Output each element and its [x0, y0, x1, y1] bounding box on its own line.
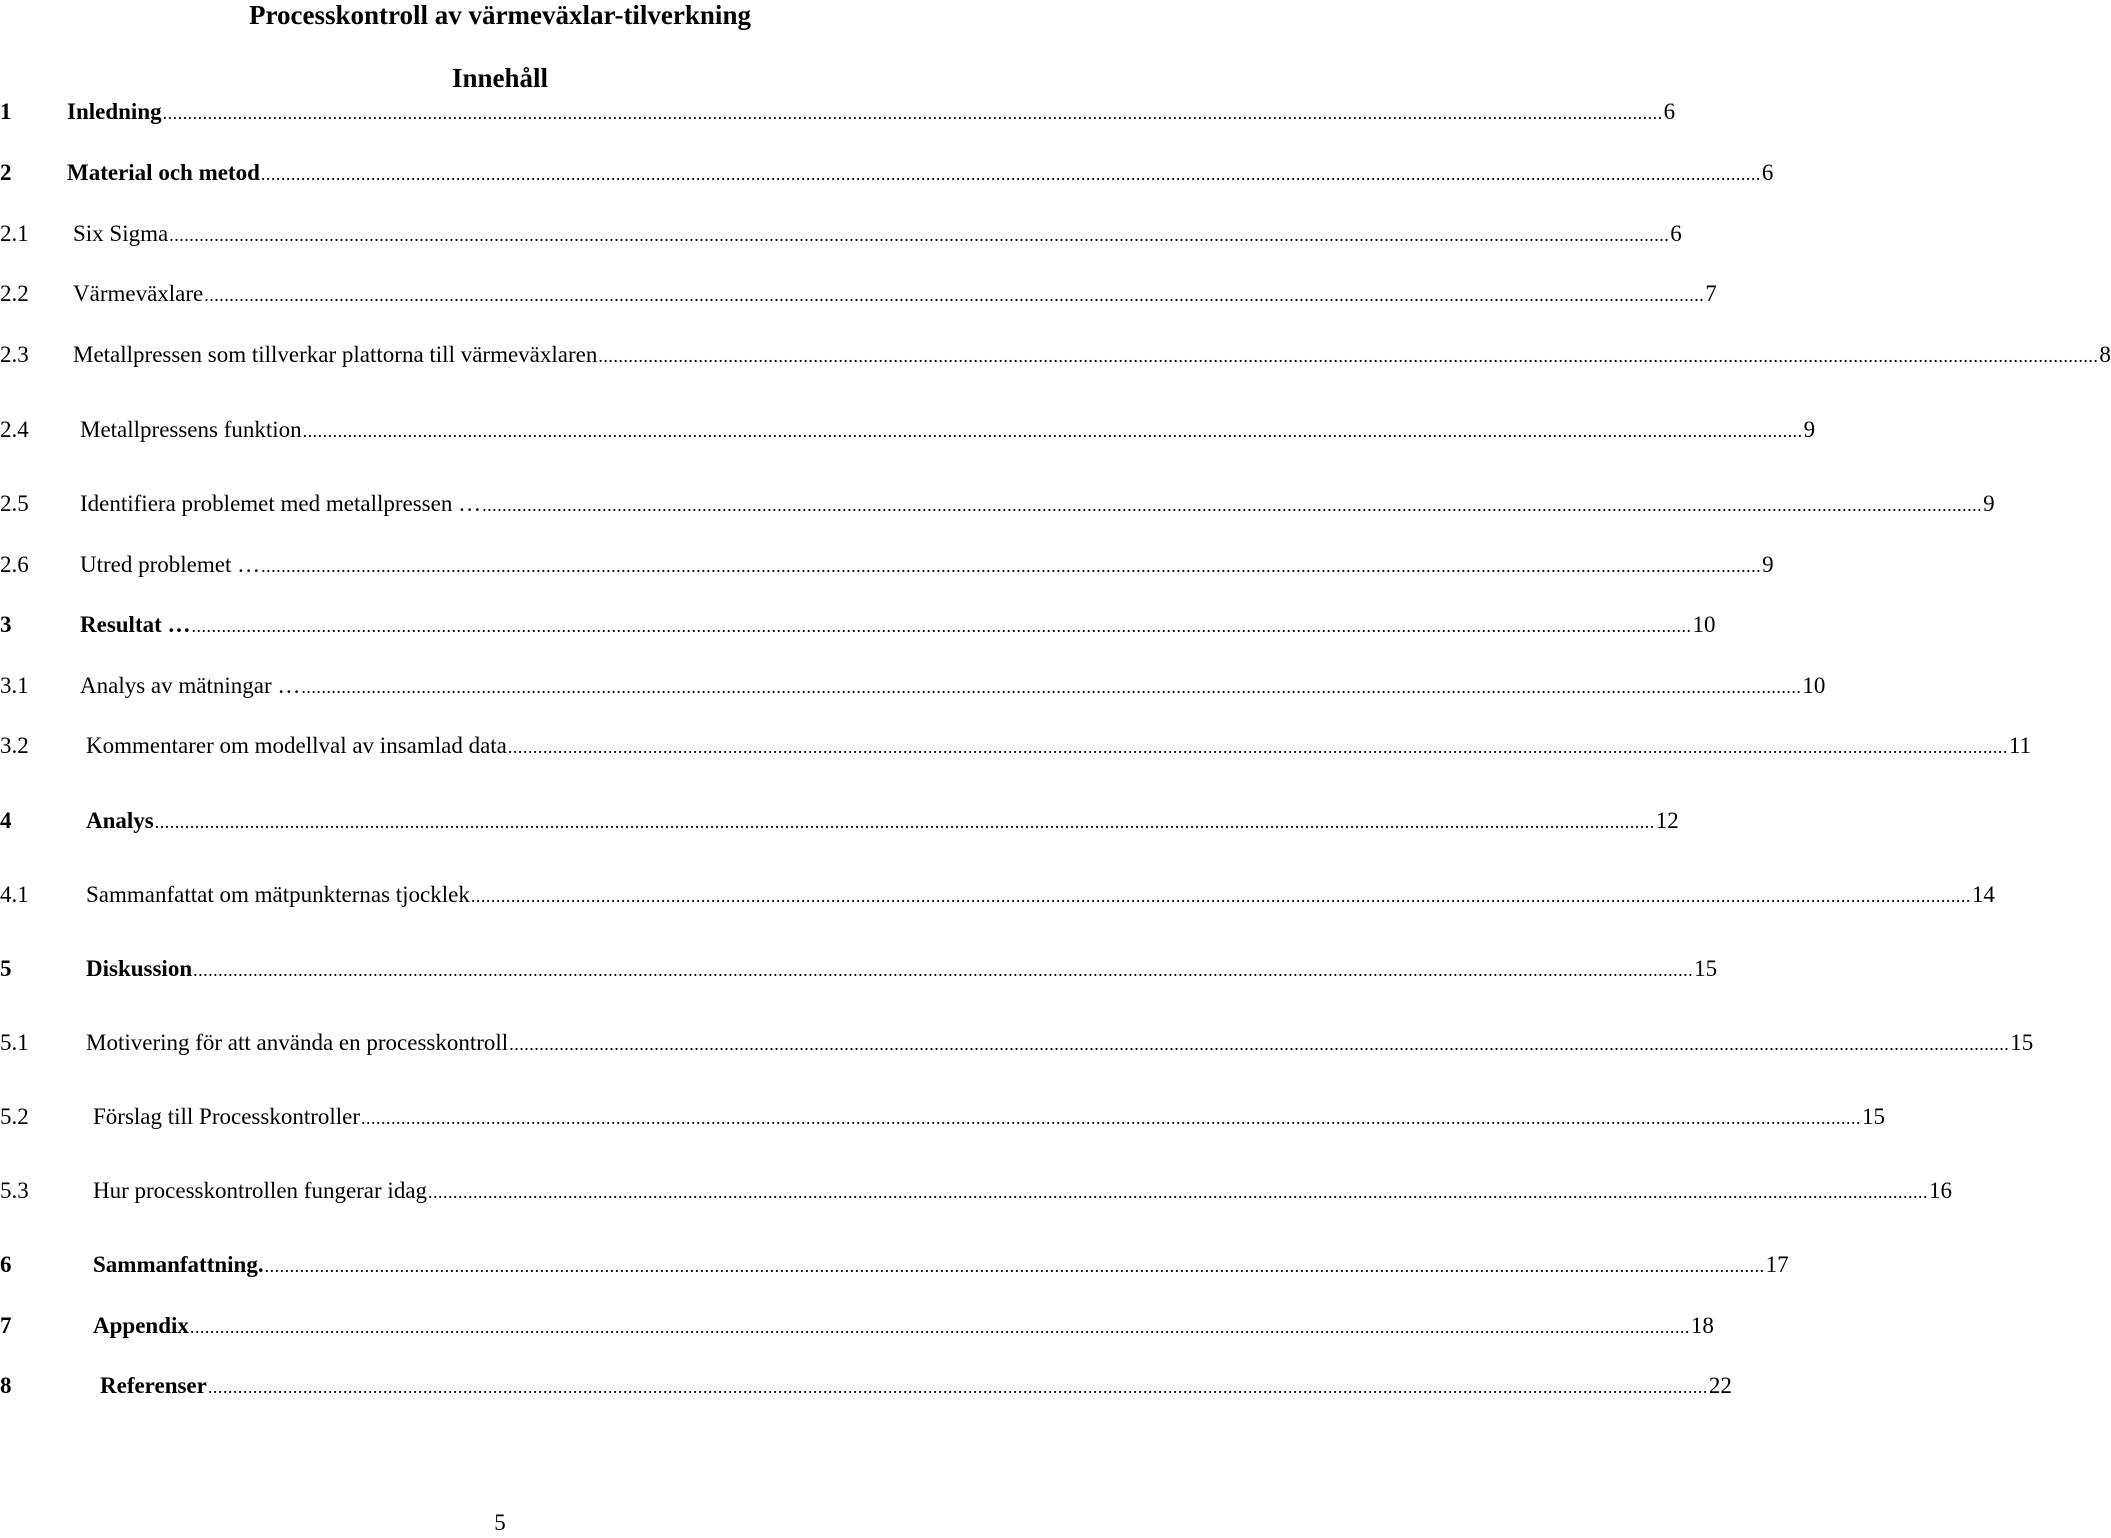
toc-entry-title: Identifiera problemet med metallpressen …: [80, 491, 482, 516]
dot-leader: ............................................................................................................................................................................................................................................................................................................: [509, 1034, 2010, 1054]
toc-entry-title: Sammanfattat om mätpunkternas tjocklek: [86, 882, 470, 907]
dot-leader: ............................................................................................................................................................................................................................................................................................................: [598, 346, 2099, 366]
toc-entry-title: Kommentarer om modellval av insamlad data: [86, 733, 507, 758]
toc-entry-page: 9: [1983, 491, 1995, 516]
toc-entry-title: Förslag till Processkontroller: [93, 1104, 361, 1129]
toc-entry-number: 3.1: [0, 673, 29, 698]
toc-entry[interactable]: [0, 489, 1995, 519]
toc-entry-page: 10: [1802, 673, 1826, 698]
dot-leader: ............................................................................................................................................................................................................................................................................................................: [428, 1182, 1929, 1202]
toc-entry-title: Metallpressens funktion: [80, 417, 302, 442]
toc-entry-page: 9: [1803, 417, 1816, 442]
toc-entry[interactable]: [0, 1250, 1789, 1280]
toc-entry-title: Värmeväxlare: [73, 281, 204, 306]
dot-leader: ............................................................................................................................................................................................................................................................................................................: [154, 812, 1655, 832]
toc-entry-title: Resultat …: [80, 612, 191, 637]
toc-entry-title: Appendix: [93, 1313, 189, 1338]
dot-leader: ............................................................................................................................................................................................................................................................................................................: [189, 1317, 1690, 1337]
page-number: 5: [494, 1510, 506, 1535]
dot-leader: ............................................................................................................................................................................................................................................................................................................: [207, 1377, 1708, 1397]
toc-entry-page: 12: [1655, 808, 1679, 833]
toc-entry-number: 2.1: [0, 221, 29, 246]
toc-entry-number: 2.6: [0, 552, 29, 577]
toc-entry-page: 7: [1705, 281, 1717, 306]
toc-entry-page: 6: [1761, 160, 1774, 185]
toc-entry-page: 15: [2010, 1030, 2034, 1055]
toc-entry-page: 22: [1708, 1373, 1732, 1398]
dot-leader: ............................................................................................................................................................................................................................................................................................................: [264, 1256, 1765, 1276]
dot-leader: ............................................................................................................................................................................................................................................................................................................: [169, 225, 1670, 245]
toc-entry[interactable]: [0, 550, 1774, 580]
toc-entry-title: Inledning: [67, 99, 162, 124]
dot-leader: ............................................................................................................................................................................................................................................................................................................: [261, 556, 1762, 576]
toc-entry-number: 2.2: [0, 281, 29, 306]
toc-entry[interactable]: [0, 806, 1679, 836]
toc-entry-number: 1: [0, 99, 12, 124]
toc-entry-title: Referenser: [100, 1373, 207, 1398]
dot-leader: ............................................................................................................................................................................................................................................................................................................: [470, 886, 1971, 906]
dot-leader: ............................................................................................................................................................................................................................................................................................................: [162, 103, 1663, 123]
toc-entry-number: 3.2: [0, 733, 29, 758]
toc-entry-title: Analys av mätningar …: [80, 673, 301, 698]
toc-entry-number: 2.3: [0, 342, 29, 367]
document-title: Processkontroll av värmeväxlar-tilverkning: [249, 0, 751, 30]
dot-leader: ............................................................................................................................................................................................................................................................................................................: [191, 616, 1692, 636]
toc-entry-number: 5.3: [0, 1178, 29, 1203]
toc-entry-page: 8: [2099, 342, 2111, 367]
dot-leader: ............................................................................................................................................................................................................................................................................................................: [301, 677, 1802, 697]
toc-entry[interactable]: [0, 610, 1716, 640]
toc-entry-number: 7: [0, 1313, 12, 1338]
toc-entry-page: 17: [1765, 1252, 1789, 1277]
toc-entry-page: 16: [1929, 1178, 1953, 1203]
toc-entry-page: 11: [2008, 733, 2032, 758]
toc-entry-page: 15: [1862, 1104, 1886, 1129]
toc-entry[interactable]: [0, 1371, 1732, 1401]
toc-entry[interactable]: [0, 880, 1995, 910]
toc-entry-title: Diskussion: [86, 956, 193, 981]
toc-entry-number: 2: [0, 160, 12, 185]
toc-entry[interactable]: [0, 954, 1718, 984]
dot-leader: ............................................................................................................................................................................................................................................................................................................: [361, 1108, 1862, 1128]
toc-entry-page: 14: [1971, 882, 1995, 907]
toc-entry-page: 15: [1694, 956, 1718, 981]
toc-entry-page: 18: [1690, 1313, 1714, 1338]
toc-entry[interactable]: [0, 1311, 1714, 1341]
toc-entry-number: 6: [0, 1252, 12, 1277]
toc-entry-page: 6: [1663, 99, 1676, 124]
toc-entry-page: 10: [1692, 612, 1716, 637]
toc-entry-number: 4.1: [0, 882, 29, 907]
toc-entry-number: 3: [0, 612, 12, 637]
toc-entry[interactable]: [0, 97, 1676, 127]
dot-leader: ............................................................................................................................................................................................................................................................................................................: [193, 960, 1694, 980]
toc-entry[interactable]: [0, 1028, 2034, 1058]
toc-entry[interactable]: [0, 731, 2032, 761]
toc-entry-page: 9: [1762, 552, 1774, 577]
toc-entry[interactable]: [0, 279, 1717, 309]
dot-leader: ............................................................................................................................................................................................................................................................................................................: [507, 737, 2008, 757]
toc-entry-title: Material och metod: [67, 160, 260, 185]
toc-entry-number: 5: [0, 956, 12, 981]
toc-entry-title: Analys: [86, 808, 154, 833]
toc-entry-number: 5.1: [0, 1030, 29, 1055]
toc-entry-number: 2.4: [0, 417, 29, 442]
toc-entry[interactable]: [0, 158, 1774, 188]
toc-entry[interactable]: [0, 415, 1816, 445]
toc-entry-number: 8: [0, 1373, 12, 1398]
toc-heading: Innehåll: [451, 63, 549, 93]
toc-entry-number: 5.2: [0, 1104, 29, 1129]
toc-entry-title: Metallpressen som tillverkar plattorna till värmeväxlaren: [73, 342, 598, 367]
toc-entry[interactable]: [0, 219, 1682, 249]
toc-entry[interactable]: [0, 340, 2111, 370]
toc-entry-number: 2.5: [0, 491, 29, 516]
toc-entry-number: 4: [0, 808, 12, 833]
toc-entry-title: Sammanfattning.: [93, 1252, 264, 1277]
dot-leader: ............................................................................................................................................................................................................................................................................................................: [302, 421, 1803, 441]
toc-entry[interactable]: [0, 671, 1826, 701]
toc-entry-title: Utred problemet …: [80, 552, 261, 577]
dot-leader: ............................................................................................................................................................................................................................................................................................................: [260, 164, 1761, 184]
toc-entry-page: 6: [1670, 221, 1682, 246]
dot-leader: ............................................................................................................................................................................................................................................................................................................: [204, 285, 1705, 305]
dot-leader: ............................................................................................................................................................................................................................................................................................................: [482, 495, 1983, 515]
toc-entry-title: Motivering för att använda en processkontroll: [86, 1030, 509, 1055]
toc-entry[interactable]: [0, 1102, 1886, 1132]
toc-entry-title: Hur processkontrollen fungerar idag: [93, 1178, 428, 1203]
toc-entry-title: Six Sigma: [73, 221, 169, 246]
toc-entry[interactable]: [0, 1176, 1953, 1206]
